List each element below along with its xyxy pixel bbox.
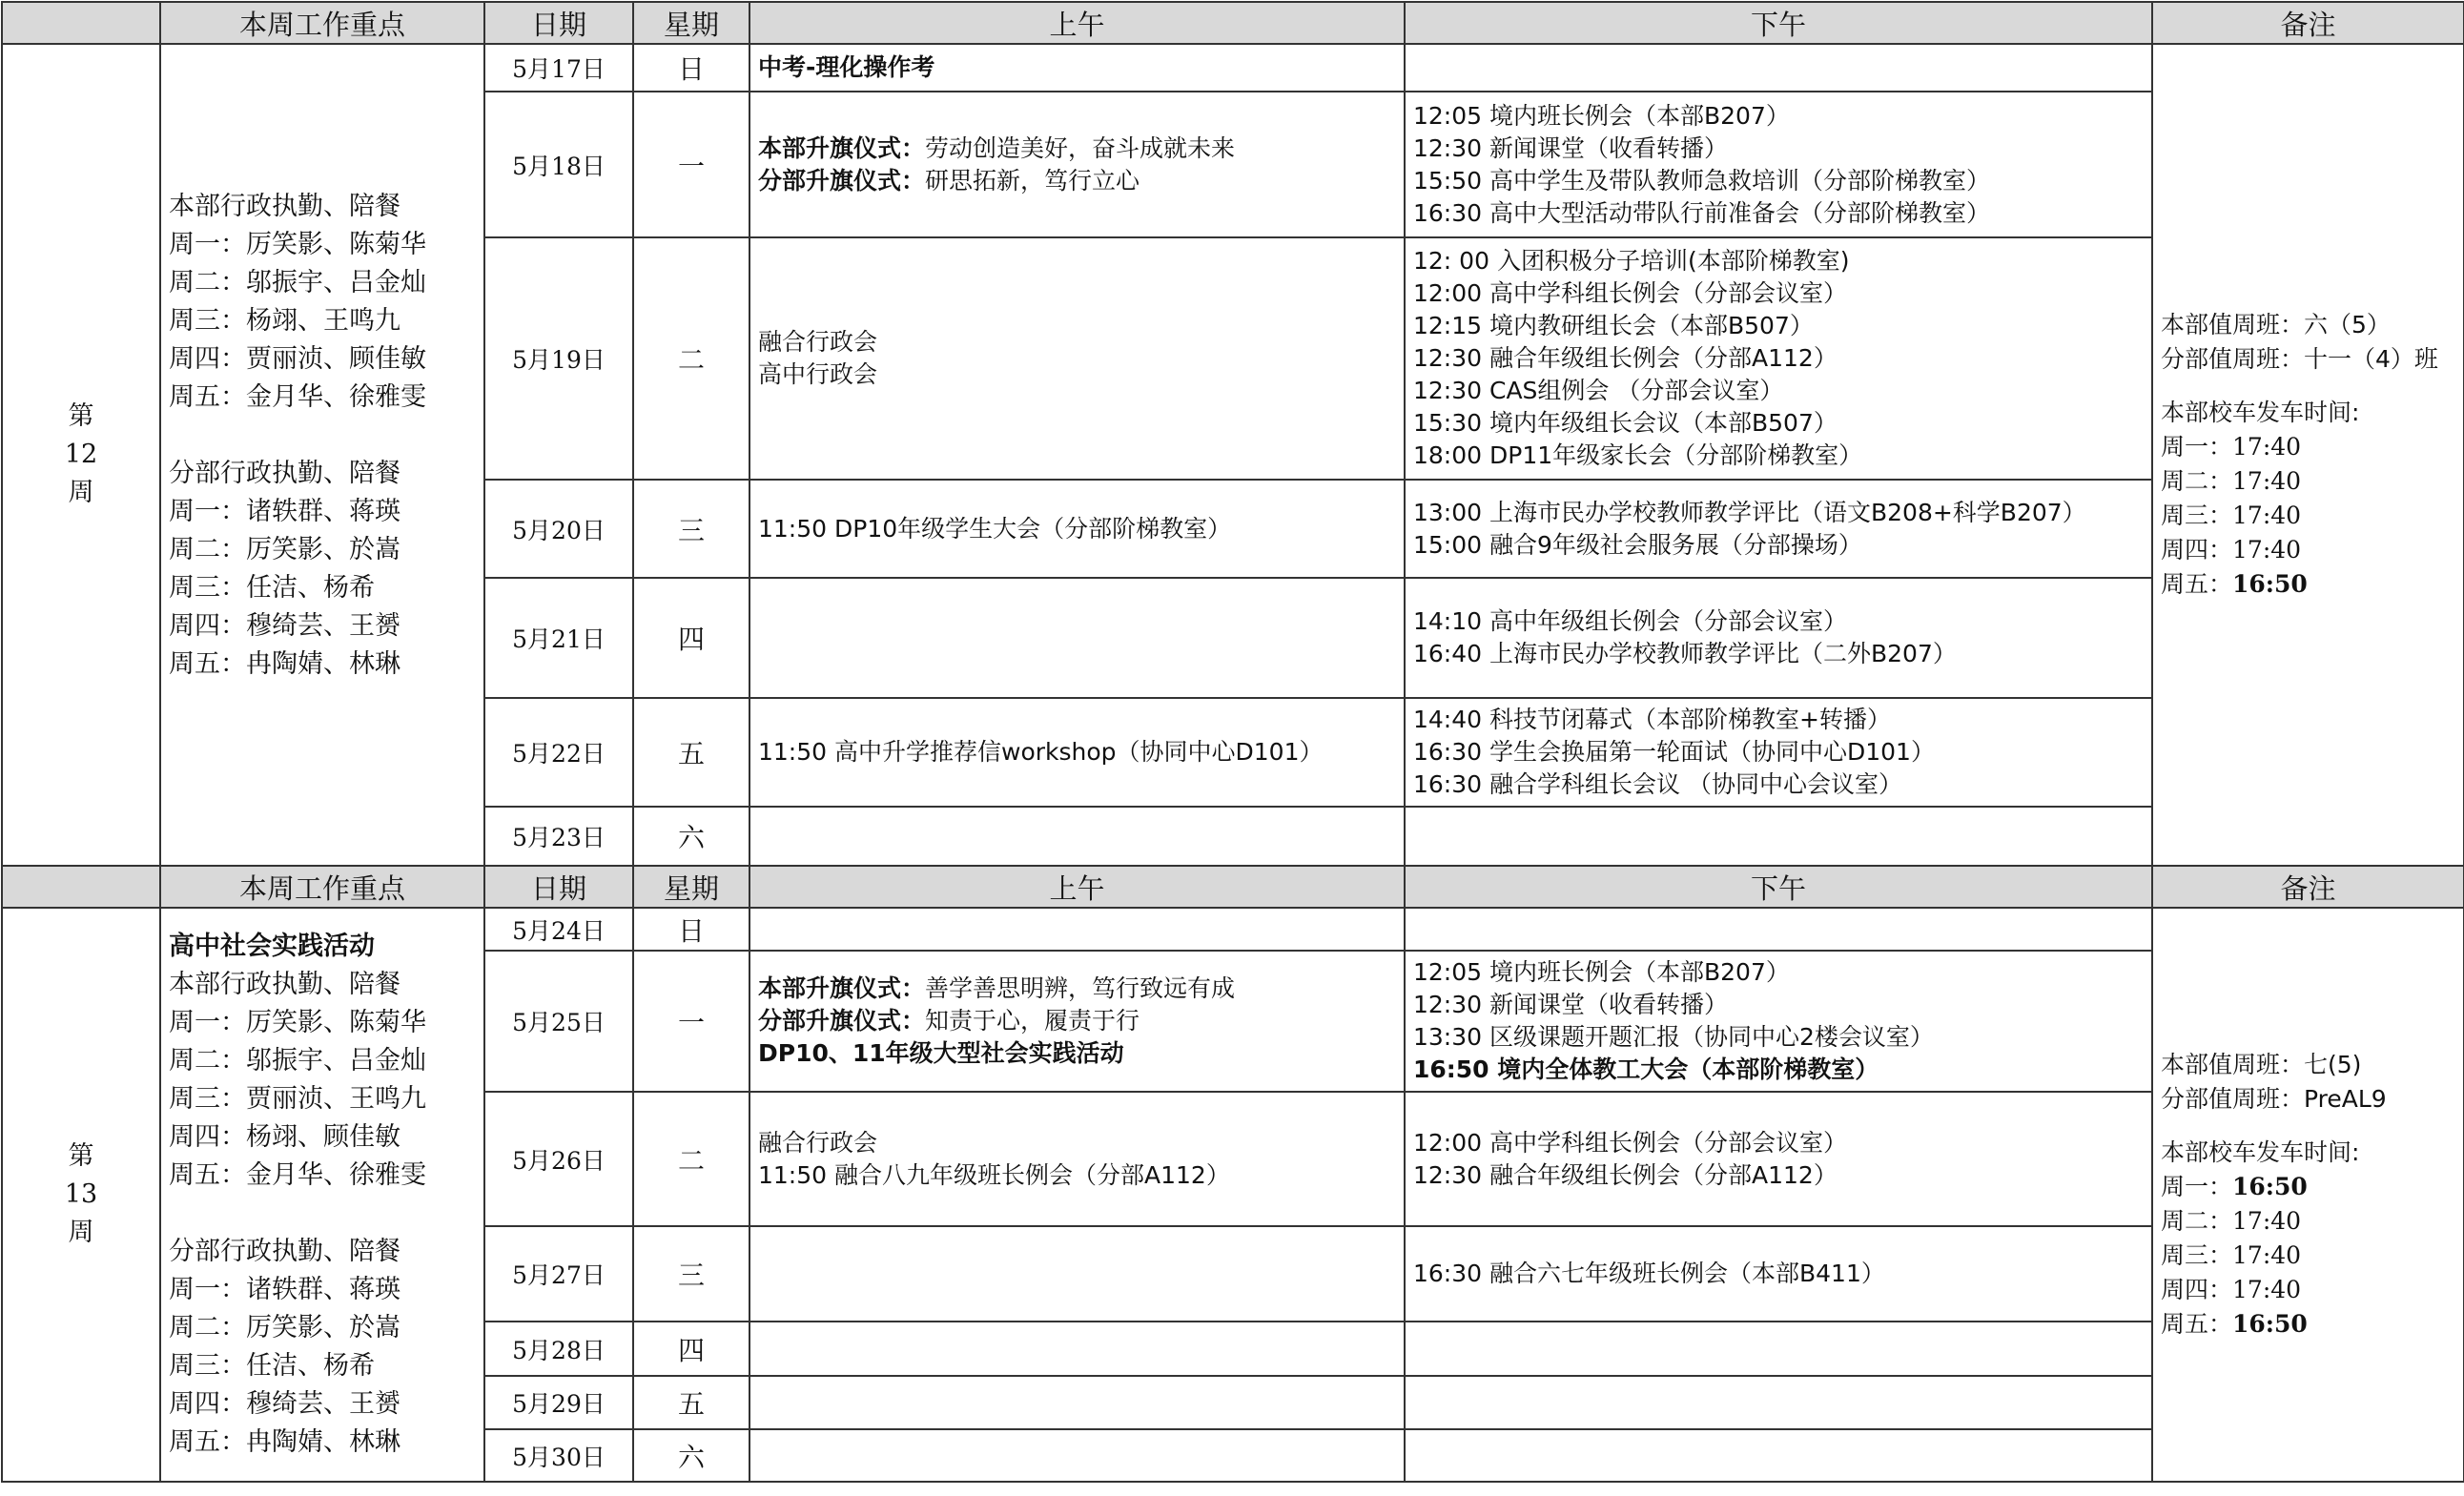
event-text: 12: 00 入团积极分子培训(本部阶梯教室) <box>1413 247 1850 275</box>
bus-time: 16:50 <box>2232 1173 2308 1200</box>
date-cell: 5月18日 <box>484 92 633 237</box>
duty-line: 周三：贾丽浈、王鸣九 <box>169 1084 426 1114</box>
spacer <box>2161 1117 2455 1136</box>
day-row <box>2 908 2464 951</box>
pm-cell <box>1405 1376 2152 1429</box>
am-cell <box>749 44 1405 92</box>
pm-cell <box>1405 92 2152 237</box>
duty-line: 周四：穆绮芸、王赟 <box>169 1389 400 1419</box>
schedule-line <box>1413 407 2144 440</box>
am-cell <box>749 480 1405 578</box>
event-text: DP10、11年级大型社会实践活动 <box>758 1039 1124 1067</box>
date-cell: 5月28日 <box>484 1322 633 1376</box>
pm-cell <box>1405 1092 2152 1226</box>
am-cell <box>749 1226 1405 1322</box>
spacer <box>169 1195 476 1233</box>
schedule-line <box>1413 1021 2144 1054</box>
weekday-cell: 六 <box>633 807 749 866</box>
pm-cell <box>1405 1429 2152 1482</box>
duty-class-line: 分部值周班：十一（4）班 <box>2161 345 2438 373</box>
header-date: 日期 <box>484 2 633 44</box>
bus-line <box>2161 1273 2455 1307</box>
schedule-line <box>1413 197 2144 230</box>
event-text: 16:30 高中大型活动带队行前准备会（分部阶梯教室） <box>1413 198 1990 227</box>
duty-line: 周三：任洁、杨希 <box>169 573 375 603</box>
schedule-line <box>1413 310 2144 342</box>
pm-cell <box>1405 807 2152 866</box>
am-cell <box>749 1429 1405 1482</box>
bus-title: 本部校车发车时间: <box>2161 399 2360 426</box>
main-duty-title: 本部行政执勤、陪餐 <box>169 192 400 221</box>
date-cell: 5月21日 <box>484 578 633 698</box>
header-note: 备注 <box>2152 2 2464 44</box>
bus-day: 周四： <box>2161 1276 2233 1303</box>
header-am: 上午 <box>749 2 1405 44</box>
bus-line <box>2161 1170 2455 1204</box>
bus-line <box>2161 430 2455 464</box>
schedule-line <box>1413 1054 2144 1086</box>
event-text: 12:30 新闻课堂（收看转播） <box>1413 133 1728 162</box>
schedule-line <box>1413 1127 2144 1159</box>
pm-cell <box>1405 951 2152 1092</box>
duty-class-line: 本部值周班：六（5） <box>2161 311 2391 338</box>
week-label <box>2 908 160 1482</box>
bus-day: 周三： <box>2161 502 2233 529</box>
branch-duty-title: 分部行政执勤、陪餐 <box>169 1237 400 1266</box>
bus-time: 17:40 <box>2232 1241 2302 1269</box>
bus-day: 周四： <box>2161 536 2233 564</box>
header-focus: 本周工作重点 <box>160 866 484 908</box>
bus-line <box>2161 1307 2455 1342</box>
schedule-line <box>1413 277 2144 310</box>
header-note: 备注 <box>2152 866 2464 908</box>
week-label-part: 周 <box>68 478 94 507</box>
event-text: 14:40 科技节闭幕式（本部阶梯教室+转播） <box>1413 706 1891 733</box>
schedule-line <box>1413 638 2144 670</box>
schedule-line <box>1413 1159 2144 1192</box>
date-cell: 5月20日 <box>484 480 633 578</box>
event-text: 12:05 境内班长例会（本部B207） <box>1413 101 1790 130</box>
branch-duty-title: 分部行政执勤、陪餐 <box>169 459 400 488</box>
am-cell <box>749 92 1405 237</box>
event-text: 16:40 上海市民办学校教师教学评比（二外B207） <box>1413 640 1957 667</box>
header-pm: 下午 <box>1405 2 2152 44</box>
am-cell <box>749 1376 1405 1429</box>
duty-class-line: 本部值周班：七(5) <box>2161 1051 2362 1078</box>
date-cell: 5月22日 <box>484 698 633 807</box>
header-blank <box>2 2 160 44</box>
weekday-cell: 五 <box>633 698 749 807</box>
bus-day: 周二： <box>2161 467 2233 495</box>
schedule-line <box>758 326 1396 359</box>
am-cell <box>749 237 1405 480</box>
bus-time: 17:40 <box>2232 433 2302 461</box>
event-text: 14:10 高中年级组长例会（分部会议室） <box>1413 607 1847 635</box>
date-cell: 5月30日 <box>484 1429 633 1482</box>
duty-class-line: 分部值周班：PreAL9 <box>2161 1085 2387 1113</box>
duty-line: 周五：金月华、徐雅雯 <box>169 1160 426 1190</box>
event-text: 中考-理化操作考 <box>758 53 935 81</box>
ceremony-theme: 研思拓新，笃行立心 <box>925 166 1140 195</box>
duty-line: 周四：穆绮芸、王赟 <box>169 611 400 641</box>
bus-day: 周五： <box>2161 1310 2233 1338</box>
schedule-line <box>758 1005 1396 1037</box>
am-cell <box>749 908 1405 951</box>
event-text: 13:30 区级课题开题汇报（协同中心2楼会议室） <box>1413 1023 1934 1051</box>
header-weekday: 星期 <box>633 866 749 908</box>
pm-cell <box>1405 1322 2152 1376</box>
schedule-line <box>1413 375 2144 407</box>
duty-line: 周一：诸轶群、蒋瑛 <box>169 1275 400 1304</box>
event-text: 16:30 融合学科组长会议 （协同中心会议室） <box>1413 770 1902 798</box>
bus-day: 周三： <box>2161 1241 2233 1269</box>
schedule-line <box>1413 956 2144 989</box>
schedule-line <box>758 359 1396 391</box>
schedule-line <box>758 133 1396 165</box>
weekday-cell: 三 <box>633 1226 749 1322</box>
schedule-line <box>758 51 1396 84</box>
schedule-line <box>1413 768 2144 801</box>
weekday-cell: 五 <box>633 1376 749 1429</box>
ceremony-label: 分部升旗仪式： <box>758 166 926 195</box>
bus-time: 17:40 <box>2232 502 2302 529</box>
bus-time: 17:40 <box>2232 467 2302 495</box>
date-cell: 5月19日 <box>484 237 633 480</box>
event-text: 13:00 上海市民办学校教师教学评比（语文B208+科学B207） <box>1413 498 2086 526</box>
event-text: 12:30 CAS组例会 （分部会议室） <box>1413 377 1784 404</box>
schedule-line <box>1413 100 2144 133</box>
event-text: 12:00 高中学科组长例会（分部会议室） <box>1413 279 1847 307</box>
bus-line <box>2161 1204 2455 1239</box>
weekday-cell: 四 <box>633 1322 749 1376</box>
date-cell: 5月29日 <box>484 1376 633 1429</box>
event-text: 16:30 学生会换届第一轮面试（协同中心D101） <box>1413 738 1935 766</box>
schedule-line <box>758 1127 1396 1159</box>
note-cell <box>2152 908 2464 1482</box>
header-blank <box>2 866 160 908</box>
am-cell <box>749 578 1405 698</box>
week-focus <box>160 908 484 1482</box>
bus-line <box>2161 464 2455 499</box>
pm-cell <box>1405 908 2152 951</box>
header-focus: 本周工作重点 <box>160 2 484 44</box>
schedule-line <box>1413 440 2144 472</box>
schedule-line <box>1413 497 2144 529</box>
pm-cell <box>1405 698 2152 807</box>
header-row <box>2 2 2464 44</box>
bus-day: 周一： <box>2161 433 2233 461</box>
bus-line <box>2161 533 2455 567</box>
bus-time: 17:40 <box>2232 1276 2302 1303</box>
header-date: 日期 <box>484 866 633 908</box>
event-text: 融合行政会 <box>758 1128 878 1157</box>
header-pm: 下午 <box>1405 866 2152 908</box>
date-cell: 5月27日 <box>484 1226 633 1322</box>
spacer <box>2161 377 2455 396</box>
weekly-schedule-table <box>1 1 2464 1483</box>
note-cell <box>2152 44 2464 866</box>
date-cell: 5月24日 <box>484 908 633 951</box>
ceremony-label: 本部升旗仪式： <box>758 133 926 162</box>
event-text: 15:30 境内年级组长会议（本部B507） <box>1413 409 1838 437</box>
duty-line: 周四：贾丽浈、顾佳敏 <box>169 344 426 374</box>
bus-time: 17:40 <box>2232 536 2302 564</box>
duty-line: 周一：厉笑影、陈菊华 <box>169 230 426 259</box>
schedule-line <box>1413 605 2144 638</box>
schedule-line <box>1413 342 2144 375</box>
schedule-line <box>1413 245 2144 277</box>
bus-day: 周二： <box>2161 1207 2233 1235</box>
weekday-cell: 一 <box>633 92 749 237</box>
pm-cell <box>1405 578 2152 698</box>
duty-line: 周一：诸轶群、蒋瑛 <box>169 497 400 526</box>
event-text: 16:30 融合六七年级班长例会（本部B411） <box>1413 1260 1885 1287</box>
week-label-part: 13 <box>64 1179 98 1209</box>
week-label-part: 周 <box>68 1218 94 1247</box>
weekday-cell: 六 <box>633 1429 749 1482</box>
bus-time: 16:50 <box>2232 570 2308 598</box>
duty-line: 周二：邬振宇、吕金灿 <box>169 268 426 297</box>
duty-line: 周二：厉笑影、於嵩 <box>169 1313 400 1342</box>
date-cell: 5月17日 <box>484 44 633 92</box>
event-text: 11:50 融合八九年级班长例会（分部A112） <box>758 1160 1230 1189</box>
date-cell: 5月25日 <box>484 951 633 1092</box>
duty-line: 周二：厉笑影、於嵩 <box>169 535 400 564</box>
event-text: 12:30 新闻课堂（收看转播） <box>1413 991 1728 1018</box>
ceremony-label: 本部升旗仪式： <box>758 974 926 1002</box>
bus-day: 周五： <box>2161 570 2233 598</box>
schedule-line <box>1413 704 2144 736</box>
schedule-line <box>1413 529 2144 562</box>
duty-line: 周三：杨翊、王鸣九 <box>169 306 400 336</box>
am-cell <box>749 1092 1405 1226</box>
schedule-line <box>758 165 1396 197</box>
event-text: 12:30 融合年级组长例会（分部A112） <box>1413 1160 1838 1189</box>
schedule-line <box>1413 133 2144 165</box>
duty-line: 周五：冉陶婧、林琳 <box>169 1427 400 1457</box>
bus-day: 周一： <box>2161 1173 2233 1200</box>
weekday-cell: 二 <box>633 237 749 480</box>
weekday-cell: 三 <box>633 480 749 578</box>
ceremony-label: 分部升旗仪式： <box>758 1007 926 1035</box>
pm-cell <box>1405 480 2152 578</box>
bus-title: 本部校车发车时间: <box>2161 1138 2360 1166</box>
schedule-line <box>1413 736 2144 768</box>
event-text: 11:50 高中升学推荐信workshop（协同中心D101） <box>758 738 1324 766</box>
header-row <box>2 866 2464 908</box>
event-text: 12:15 境内教研组长会（本部B507） <box>1413 312 1814 339</box>
schedule-line <box>1413 165 2144 197</box>
pm-cell <box>1405 237 2152 480</box>
am-cell <box>749 698 1405 807</box>
schedule-line <box>758 1037 1396 1070</box>
date-cell: 5月23日 <box>484 807 633 866</box>
week-label-part: 12 <box>64 440 98 469</box>
event-text: 16:50 境内全体教工大会（本部阶梯教室） <box>1413 1055 1879 1083</box>
schedule-line <box>1413 989 2144 1021</box>
bus-time: 17:40 <box>2232 1207 2302 1235</box>
event-text: 12:00 高中学科组长例会（分部会议室） <box>1413 1128 1847 1157</box>
date-cell: 5月26日 <box>484 1092 633 1226</box>
duty-line: 周三：任洁、杨希 <box>169 1351 375 1381</box>
event-text: 12:30 融合年级组长例会（分部A112） <box>1413 344 1838 372</box>
week-label-part: 第 <box>68 1141 94 1171</box>
schedule-line <box>758 1159 1396 1192</box>
ceremony-theme: 善学善思明辨，笃行致远有成 <box>925 974 1236 1002</box>
am-cell <box>749 807 1405 866</box>
weekday-cell: 日 <box>633 44 749 92</box>
duty-line: 周二：邬振宇、吕金灿 <box>169 1046 426 1076</box>
schedule-line <box>758 736 1396 768</box>
duty-line: 周一：厉笑影、陈菊华 <box>169 1008 426 1037</box>
schedule-line <box>758 973 1396 1005</box>
weekday-cell: 四 <box>633 578 749 698</box>
ceremony-theme: 劳动创造美好，奋斗成就未来 <box>925 133 1236 162</box>
main-duty-title: 本部行政执勤、陪餐 <box>169 970 400 999</box>
day-row <box>2 44 2464 92</box>
week-label-part: 第 <box>68 401 94 431</box>
week-focus <box>160 44 484 866</box>
event-text: 15:00 融合9年级社会服务展（分部操场） <box>1413 530 1862 559</box>
weekday-cell: 二 <box>633 1092 749 1226</box>
ceremony-theme: 知责于心，履责于行 <box>925 1007 1140 1035</box>
schedule-line <box>758 513 1396 545</box>
header-am: 上午 <box>749 866 1405 908</box>
event-text: 15:50 高中学生及带队教师急救培训（分部阶梯教室） <box>1413 166 1990 195</box>
event-text: 高中行政会 <box>758 360 878 388</box>
pm-cell <box>1405 44 2152 92</box>
focus-title: 高中社会实践活动 <box>169 932 375 961</box>
spacer <box>169 417 476 455</box>
duty-line: 周四：杨翊、顾佳敏 <box>169 1122 400 1152</box>
event-text: 12:05 境内班长例会（本部B207） <box>1413 958 1790 986</box>
event-text: 11:50 DP10年级学生大会（分部阶梯教室） <box>758 514 1232 543</box>
event-text: 18:00 DP11年级家长会（分部阶梯教室） <box>1413 441 1863 469</box>
pm-cell <box>1405 1226 2152 1322</box>
bus-line <box>2161 567 2455 602</box>
bus-line <box>2161 499 2455 533</box>
bus-line <box>2161 1239 2455 1273</box>
header-weekday: 星期 <box>633 2 749 44</box>
event-text: 融合行政会 <box>758 328 878 356</box>
week-label <box>2 44 160 866</box>
am-cell <box>749 1322 1405 1376</box>
duty-line: 周五：冉陶婧、林琳 <box>169 649 400 679</box>
bus-time: 16:50 <box>2232 1310 2308 1338</box>
weekday-cell: 一 <box>633 951 749 1092</box>
duty-line: 周五：金月华、徐雅雯 <box>169 382 426 412</box>
schedule-line <box>1413 1258 2144 1290</box>
am-cell <box>749 951 1405 1092</box>
weekday-cell: 日 <box>633 908 749 951</box>
